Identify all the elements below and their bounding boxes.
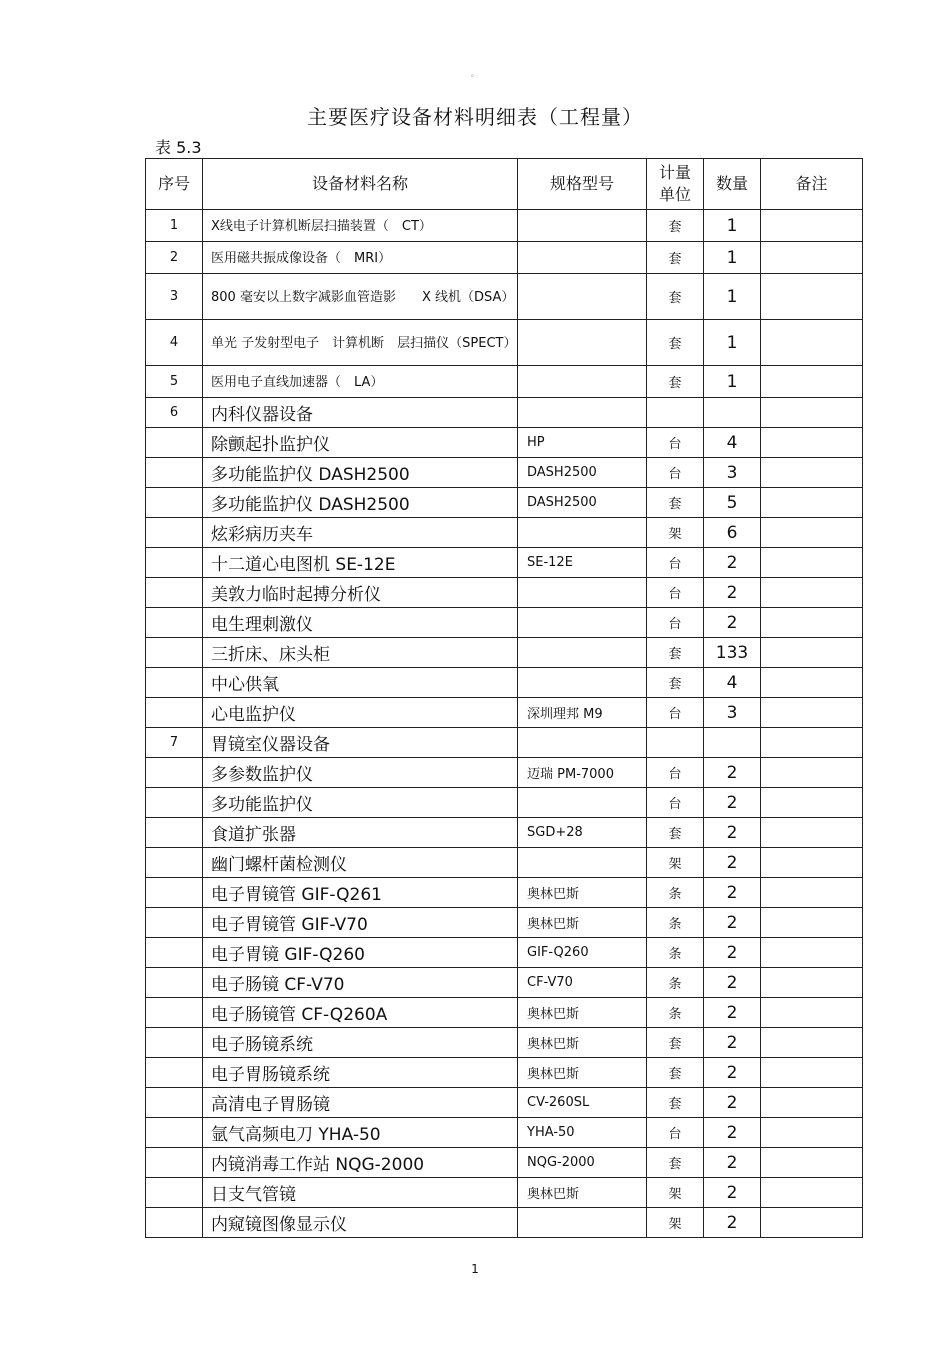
cell-spec: 迈瑞 PM-7000: [518, 758, 647, 788]
cell-name: 电子胃肠镜系统: [203, 1058, 518, 1088]
cell-note: [761, 578, 863, 608]
cell-qty: 2: [704, 878, 761, 908]
table-row: [146, 1148, 863, 1178]
cell-seq: 3: [146, 274, 203, 320]
cell-note: [761, 1028, 863, 1058]
cell-note: [761, 968, 863, 998]
cell-name: 电生理刺激仪: [203, 608, 518, 638]
cell-unit: 台: [647, 788, 704, 818]
cell-seq: [146, 698, 203, 728]
cell-note: [761, 458, 863, 488]
table-row: [146, 366, 863, 398]
cell-note: [761, 488, 863, 518]
cell-seq: [146, 1088, 203, 1118]
cell-unit: 条: [647, 968, 704, 998]
cell-qty: 2: [704, 818, 761, 848]
cell-spec: YHA-50: [518, 1118, 647, 1148]
cell-name: 除颤起扑监护仪: [203, 428, 518, 458]
cell-note: [761, 878, 863, 908]
table-row: [146, 1208, 863, 1238]
cell-unit: 套: [647, 242, 704, 274]
cell-unit: 套: [647, 488, 704, 518]
table-row: [146, 320, 863, 366]
cell-unit: 套: [647, 274, 704, 320]
cell-spec: [518, 518, 647, 548]
table-row: [146, 698, 863, 728]
cell-spec: [518, 398, 647, 428]
cell-name: 多功能监护仪 DASH2500: [203, 488, 518, 518]
cell-unit: 套: [647, 818, 704, 848]
cell-qty: 2: [704, 1058, 761, 1088]
table-row: [146, 788, 863, 818]
cell-qty: 2: [704, 1148, 761, 1178]
table-row: [146, 848, 863, 878]
cell-spec: DASH2500: [518, 488, 647, 518]
table-row: [146, 274, 863, 320]
header-note: 备注: [761, 159, 863, 210]
cell-unit: 套: [647, 1088, 704, 1118]
cell-note: [761, 1208, 863, 1238]
header-qty: 数量: [704, 159, 761, 210]
table-row: [146, 488, 863, 518]
table-row: [146, 428, 863, 458]
cell-name: 内科仪器设备: [203, 398, 518, 428]
cell-seq: [146, 758, 203, 788]
cell-name: 多参数监护仪: [203, 758, 518, 788]
cell-spec: DASH2500: [518, 458, 647, 488]
cell-note: [761, 320, 863, 366]
cell-seq: [146, 668, 203, 698]
page-number: 1: [471, 1262, 479, 1276]
cell-unit: 条: [647, 998, 704, 1028]
cell-qty: 3: [704, 458, 761, 488]
cell-name: 电子胃镜管 GIF-V70: [203, 908, 518, 938]
equipment-table: [145, 158, 863, 1238]
cell-spec: [518, 320, 647, 366]
header-spec: 规格型号: [518, 159, 647, 210]
cell-seq: [146, 1208, 203, 1238]
cell-unit: 台: [647, 458, 704, 488]
cell-qty: [704, 398, 761, 428]
cell-spec: HP: [518, 428, 647, 458]
cell-qty: [704, 728, 761, 758]
cell-seq: [146, 488, 203, 518]
cell-qty: 1: [704, 210, 761, 242]
cell-unit: 台: [647, 1118, 704, 1148]
cell-seq: [146, 518, 203, 548]
cell-note: [761, 908, 863, 938]
cell-seq: [146, 788, 203, 818]
cell-seq: [146, 608, 203, 638]
cell-note: [761, 758, 863, 788]
cell-note: [761, 1148, 863, 1178]
table-row: [146, 938, 863, 968]
cell-qty: 2: [704, 788, 761, 818]
cell-note: [761, 668, 863, 698]
cell-seq: [146, 578, 203, 608]
cell-name: 美敦力临时起搏分析仪: [203, 578, 518, 608]
table-row: [146, 398, 863, 428]
cell-note: [761, 518, 863, 548]
cell-spec: [518, 578, 647, 608]
cell-note: [761, 698, 863, 728]
cell-seq: 2: [146, 242, 203, 274]
cell-qty: 2: [704, 548, 761, 578]
cell-note: [761, 938, 863, 968]
cell-unit: 架: [647, 518, 704, 548]
cell-spec: [518, 638, 647, 668]
table-row: [146, 1118, 863, 1148]
cell-seq: [146, 1118, 203, 1148]
cell-spec: [518, 848, 647, 878]
cell-name: 心电监护仪: [203, 698, 518, 728]
cell-qty: 5: [704, 488, 761, 518]
table-row: [146, 818, 863, 848]
cell-note: [761, 1118, 863, 1148]
cell-name: 氩气高频电刀 YHA-50: [203, 1118, 518, 1148]
cell-note: [761, 818, 863, 848]
cell-note: [761, 728, 863, 758]
cell-name: 医用电子直线加速器（ LA）: [203, 366, 518, 398]
cell-seq: [146, 818, 203, 848]
cell-name: 电子肠镜系统: [203, 1028, 518, 1058]
cell-qty: 133: [704, 638, 761, 668]
cell-qty: 1: [704, 366, 761, 398]
cell-seq: [146, 458, 203, 488]
cell-note: [761, 1088, 863, 1118]
table-row: [146, 668, 863, 698]
cell-name: X线电子计算机断层扫描装置（ CT）: [203, 210, 518, 242]
cell-spec: NQG-2000: [518, 1148, 647, 1178]
cell-seq: [146, 548, 203, 578]
cell-unit: 套: [647, 1148, 704, 1178]
cell-name: 幽门螺杆菌检测仪: [203, 848, 518, 878]
cell-name: 电子肠镜 CF-V70: [203, 968, 518, 998]
cell-seq: [146, 908, 203, 938]
cell-name: 高清电子胃肠镜: [203, 1088, 518, 1118]
table-row: [146, 728, 863, 758]
cell-unit: 台: [647, 578, 704, 608]
cell-note: [761, 638, 863, 668]
table-row: [146, 998, 863, 1028]
cell-spec: SGD+28: [518, 818, 647, 848]
cell-unit: 架: [647, 1208, 704, 1238]
cell-unit: 架: [647, 1178, 704, 1208]
cell-spec: [518, 242, 647, 274]
cell-qty: 2: [704, 938, 761, 968]
cell-spec: [518, 728, 647, 758]
cell-unit: [647, 398, 704, 428]
table-row: [146, 1058, 863, 1088]
cell-qty: 2: [704, 848, 761, 878]
cell-qty: 3: [704, 698, 761, 728]
cell-seq: [146, 1178, 203, 1208]
cell-note: [761, 366, 863, 398]
cell-note: [761, 242, 863, 274]
cell-qty: 2: [704, 1028, 761, 1058]
cell-spec: 奥林巴斯: [518, 998, 647, 1028]
cell-seq: [146, 428, 203, 458]
table-row: [146, 1028, 863, 1058]
cell-qty: 2: [704, 968, 761, 998]
cell-qty: 2: [704, 608, 761, 638]
cell-name: 多功能监护仪 DASH2500: [203, 458, 518, 488]
cell-name: 内窥镜图像显示仪: [203, 1208, 518, 1238]
cell-name: 800 毫安以上数字减影血管造影 X 线机（DSA）: [203, 274, 518, 320]
cell-name: 电子胃镜 GIF-Q260: [203, 938, 518, 968]
table-row: [146, 968, 863, 998]
cell-unit: 套: [647, 320, 704, 366]
table-row: [146, 210, 863, 242]
cell-note: [761, 548, 863, 578]
header-mark: 。: [471, 69, 479, 78]
cell-unit: 台: [647, 548, 704, 578]
cell-unit: 条: [647, 908, 704, 938]
cell-spec: [518, 608, 647, 638]
cell-unit: 台: [647, 608, 704, 638]
cell-seq: [146, 638, 203, 668]
table-row: [146, 638, 863, 668]
cell-spec: CV-260SL: [518, 1088, 647, 1118]
table-row: [146, 758, 863, 788]
cell-spec: 奥林巴斯: [518, 1058, 647, 1088]
table-row: [146, 548, 863, 578]
cell-spec: 深圳理邦 M9: [518, 698, 647, 728]
cell-unit: 台: [647, 428, 704, 458]
cell-note: [761, 1058, 863, 1088]
cell-spec: [518, 274, 647, 320]
cell-spec: [518, 210, 647, 242]
cell-unit: 套: [647, 210, 704, 242]
cell-seq: 4: [146, 320, 203, 366]
cell-name: 医用磁共振成像设备（ MRI）: [203, 242, 518, 274]
cell-seq: 7: [146, 728, 203, 758]
cell-name: 电子胃镜管 GIF-Q261: [203, 878, 518, 908]
cell-qty: 1: [704, 320, 761, 366]
cell-seq: [146, 848, 203, 878]
cell-note: [761, 428, 863, 458]
cell-spec: 奥林巴斯: [518, 908, 647, 938]
cell-name: 电子肠镜管 CF-Q260A: [203, 998, 518, 1028]
cell-qty: 1: [704, 242, 761, 274]
cell-name: 胃镜室仪器设备: [203, 728, 518, 758]
table-row: [146, 518, 863, 548]
cell-unit: [647, 728, 704, 758]
cell-name: 多功能监护仪: [203, 788, 518, 818]
cell-seq: [146, 968, 203, 998]
cell-unit: 条: [647, 938, 704, 968]
cell-qty: 2: [704, 1178, 761, 1208]
cell-name: 食道扩张器: [203, 818, 518, 848]
cell-spec: 奥林巴斯: [518, 1178, 647, 1208]
cell-qty: 2: [704, 1118, 761, 1148]
table-row: [146, 608, 863, 638]
cell-name: 炫彩病历夹车: [203, 518, 518, 548]
cell-unit: 套: [647, 638, 704, 668]
cell-seq: 6: [146, 398, 203, 428]
cell-name: 单光 子发射型电子 计算机断 层扫描仪（SPECT）: [203, 320, 518, 366]
cell-spec: 奥林巴斯: [518, 1028, 647, 1058]
cell-unit: 台: [647, 698, 704, 728]
cell-spec: SE-12E: [518, 548, 647, 578]
cell-spec: GIF-Q260: [518, 938, 647, 968]
header-unit: 计量单位: [647, 159, 704, 210]
table-row: [146, 578, 863, 608]
cell-unit: 套: [647, 366, 704, 398]
cell-qty: 1: [704, 274, 761, 320]
table-row: [146, 908, 863, 938]
cell-note: [761, 848, 863, 878]
cell-seq: [146, 1148, 203, 1178]
cell-note: [761, 1178, 863, 1208]
cell-qty: 2: [704, 908, 761, 938]
cell-seq: [146, 998, 203, 1028]
cell-seq: [146, 878, 203, 908]
cell-unit: 套: [647, 1058, 704, 1088]
table-label: 表 5.3: [155, 138, 202, 157]
cell-seq: [146, 1058, 203, 1088]
header-name: 设备材料名称: [203, 159, 518, 210]
cell-spec: 奥林巴斯: [518, 878, 647, 908]
cell-qty: 2: [704, 1208, 761, 1238]
cell-seq: 5: [146, 366, 203, 398]
cell-spec: [518, 1208, 647, 1238]
cell-unit: 套: [647, 1028, 704, 1058]
cell-note: [761, 398, 863, 428]
document-title: 主要医疗设备材料明细表（工程量）: [307, 105, 643, 129]
table-header-row: [146, 159, 863, 210]
cell-spec: [518, 366, 647, 398]
cell-note: [761, 210, 863, 242]
table-row: [146, 1178, 863, 1208]
cell-spec: [518, 788, 647, 818]
table-row: [146, 242, 863, 274]
cell-note: [761, 274, 863, 320]
cell-qty: 4: [704, 668, 761, 698]
cell-qty: 6: [704, 518, 761, 548]
table-row: [146, 1088, 863, 1118]
cell-unit: 条: [647, 878, 704, 908]
cell-qty: 2: [704, 578, 761, 608]
cell-qty: 2: [704, 998, 761, 1028]
cell-seq: [146, 1028, 203, 1058]
cell-unit: 台: [647, 758, 704, 788]
cell-qty: 2: [704, 758, 761, 788]
cell-qty: 2: [704, 1088, 761, 1118]
cell-name: 日支气管镜: [203, 1178, 518, 1208]
cell-note: [761, 608, 863, 638]
cell-spec: CF-V70: [518, 968, 647, 998]
cell-unit: 套: [647, 668, 704, 698]
table-row: [146, 458, 863, 488]
cell-note: [761, 788, 863, 818]
cell-spec: [518, 668, 647, 698]
header-seq: 序号: [146, 159, 203, 210]
cell-name: 十二道心电图机 SE-12E: [203, 548, 518, 578]
cell-seq: [146, 938, 203, 968]
cell-seq: 1: [146, 210, 203, 242]
cell-unit: 架: [647, 848, 704, 878]
cell-name: 中心供氧: [203, 668, 518, 698]
cell-note: [761, 998, 863, 1028]
cell-qty: 4: [704, 428, 761, 458]
cell-name: 三折床、床头柜: [203, 638, 518, 668]
cell-name: 内镜消毒工作站 NQG-2000: [203, 1148, 518, 1178]
table-row: [146, 878, 863, 908]
